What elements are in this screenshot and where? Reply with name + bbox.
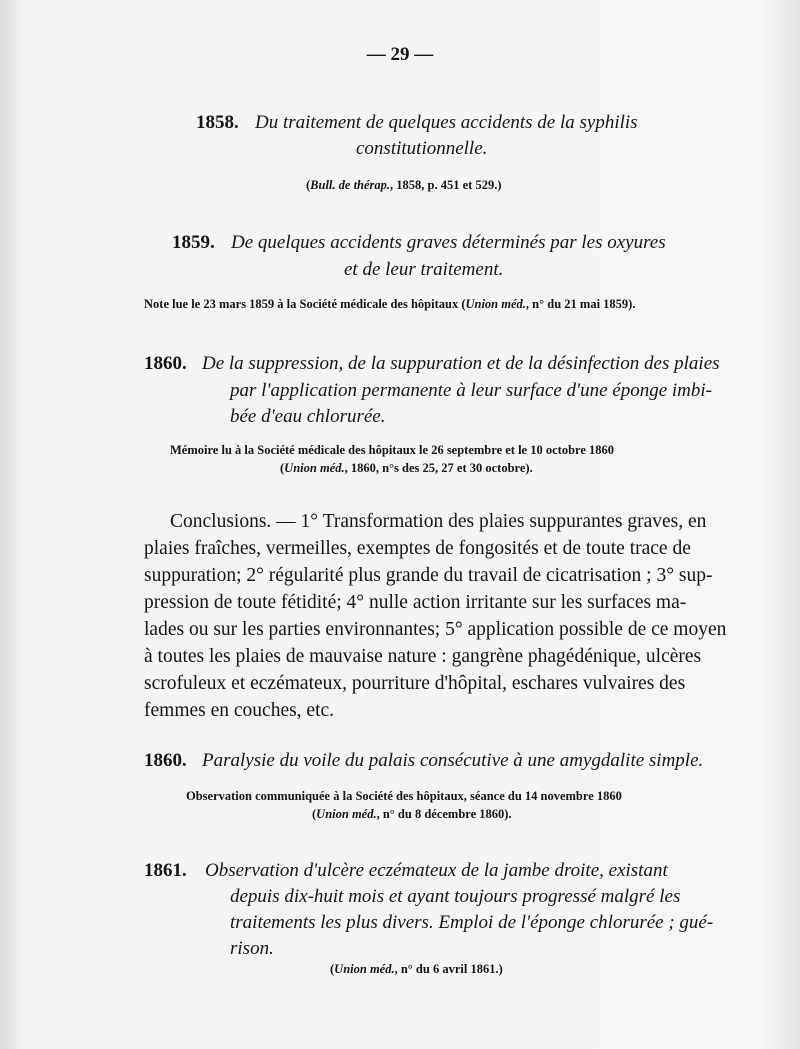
entry-title: bée d'eau chlorurée. — [230, 406, 386, 427]
entry-title: De la suppression, de la suppuration et de la désinfection des plaies — [202, 353, 720, 374]
entry-title: De quelques accidents graves déterminés par les oxyures — [231, 232, 666, 253]
entry-note: (Union méd., n° du 6 avril 1861.) — [330, 962, 503, 976]
entry-title: depuis dix-huit mois et ayant toujours progressé malgré les — [230, 886, 681, 907]
entry-year: 1859. — [172, 232, 215, 253]
page-number: — 29 — — [366, 44, 434, 65]
entry-note: Observation communiquée à la Société des hôpitaux, séance du 14 novembre 1860 — [186, 789, 622, 803]
conclusions-line: Conclusions. — 1° Transformation des plaies suppurantes graves, en — [170, 511, 707, 532]
entry-title: Du traitement de quelques accidents de la syphilis — [255, 112, 638, 133]
conclusions-line: suppuration; 2° régularité plus grande du travail de cicatrisation ; 3° sup- — [144, 565, 713, 586]
entry-title: constitutionnelle. — [356, 138, 488, 159]
entry-note: (Bull. de thérap., 1858, p. 451 et 529.) — [306, 178, 502, 192]
entry-year: 1861. — [144, 860, 187, 881]
entry-year: 1860. — [144, 750, 187, 771]
entry-title: par l'application permanente à leur surface d'une éponge imbi- — [230, 380, 712, 401]
entry-title: Observation d'ulcère eczémateux de la jambe droite, existant — [205, 860, 668, 881]
entry-year: 1860. — [144, 353, 187, 374]
entry-title: rison. — [230, 938, 274, 959]
entry-note: Mémoire lu à la Société médicale des hôpitaux le 26 septembre et le 10 octobre 1860 — [170, 443, 615, 457]
entry-note: (Union méd., 1860, n°s des 25, 27 et 30 octobre). — [280, 461, 533, 475]
entry-title: et de leur traitement. — [344, 259, 504, 280]
conclusions-line: à toutes les plaies de mauvaise nature : gangrène phagédénique, ulcères — [144, 646, 702, 667]
conclusions-line: plaies fraîches, vermeilles, exemptes de fongosités et de toute trace de — [144, 538, 691, 559]
entry-note: (Union méd., n° du 8 décembre 1860). — [312, 807, 512, 821]
conclusions-line: scrofuleux et eczémateux, pourriture d'hôpital, eschares vulvaires des — [144, 673, 686, 694]
entry-note: Note lue le 23 mars 1859 à la Société médicale des hôpitaux (Union méd., n° du 21 mai 1859). — [144, 297, 636, 311]
conclusions-line: lades ou sur les parties environnantes; 5° application possible de ce moyen — [144, 619, 727, 640]
entry-year: 1858. — [196, 112, 239, 133]
conclusions-line: femmes en couches, etc. — [144, 700, 335, 721]
entry-title: Paralysie du voile du palais consécutive à une amygdalite simple. — [202, 750, 704, 771]
entry-title: traitements les plus divers. Emploi de l'éponge chlorurée ; gué- — [230, 912, 714, 933]
conclusions-line: pression de toute fétidité; 4° nulle action irritante sur les surfaces ma- — [144, 592, 687, 613]
